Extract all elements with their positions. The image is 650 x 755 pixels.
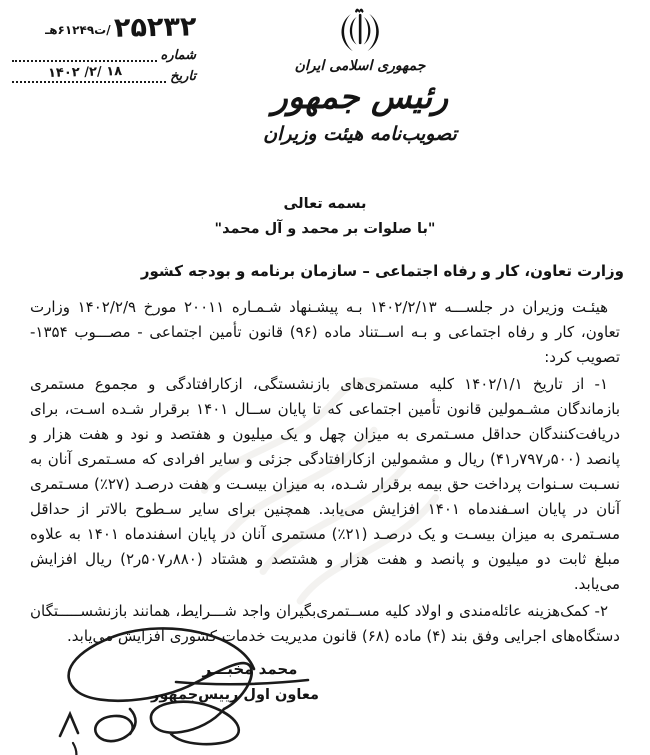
salawat-line: "با صلوات بر محمد و آل محمد": [214, 221, 436, 237]
date-dotted-line: [12, 64, 166, 83]
clause-1-paragraph: ۱- از تاریخ ۱۴۰۲/۱/۱ کلیه مستمری‌های بازنشستگی، ازکارافتادگی و مجموع مستمری بازماندگان مشـمولین قانون تأمین اجتماعی که تا پایان ســال ۱۴۰۱ برقرار شـده اسـت، برای دریافت‌کنندگان حداقل مسـتمری به میزان چهل و یک میلیون و هفتصد و نود و هفت هزار و پانصد (‭۴۱ر۷۹۷ر۵۰۰‬) ریال و مشمولین ازکارافتادگی جزئی و سایر افرادی که مسـتمری آنان به نسـبت سـنوات پرداخت حق بیمه برقرار شـده، به میزان بیسـت و هفت درصـد (۲۷٪) مسـتمری آنان در پایان اسـفندماه ۱۴۰۱ افزایش می‌یابد. همچنین برای سایر سـطوح بالاتر از حداقل مسـتمری به میزان بیسـت و یک درصـد (۲۱٪) مستمری آنان در پایان اسفندماه ۱۴۰۱ به علاوه مبلغ ثابت دو میلیون و پانصد و هفت هزار و هشتصد و هشتاد (‭۲ر۵۰۷ر۸۸۰‬) ریال افزایش می‌یابد.: [30, 375, 621, 593]
preamble-paragraph: هیئـت وزیران در جلســـه ۱۴۰۲/۲/۱۳ بـه پیشـنهاد شـمـاره ۲۰۰۱۱ مورخ ۱۴۰۲/۲/۹ وزارت تعاون، کار و رفاه اجتماعی و بـه اســتناد ماده (۹۶) قانون تأمین اجتماعی - مصـــوب ۱۳۵۴- تصویب کرد:: [30, 298, 620, 366]
document-type-title: تصویب‌نامه هیئت وزیران: [263, 122, 457, 145]
number-label: شماره: [160, 48, 196, 63]
office-title: رئیس جمهور: [271, 77, 449, 116]
reference-block: [12, 11, 197, 84]
country-name: جمهوری اسلامی ایران: [294, 58, 426, 74]
decree-body: [30, 295, 620, 651]
signer-title: معاون اول رییس‌جمهور: [150, 687, 320, 703]
bismillah-line: بسمه تعالی: [283, 196, 367, 212]
addressee-line: وزارت تعاون، کار و رفاه اجتماعی – سازمان برنامه و بودجه کشور: [140, 262, 624, 280]
number-dotted-line: [12, 48, 157, 62]
date-label: تاریخ: [170, 69, 196, 84]
clause-2-paragraph: ۲- کمک‌هزینه عائله‌مندی و اولاد کلیه مســتمری‌بگیران واجد شـــرایط، همانند بازنشســـــتگان دستگاه‌های اجرایی وفق بند (۴) ماده (۶۸) قانون مدیریت خدمات کشوری افزایش می‌یابد.: [30, 602, 620, 645]
signer-name: محمد مخبـــر: [202, 660, 298, 678]
handwritten-signature-icon: [18, 613, 363, 755]
signature-block: [18, 613, 363, 755]
date-value: ‭۱۴۰۲ /۲/ ۱۸‬: [47, 64, 123, 81]
decree-number-suffix: /ت۶۱۲۴۹هـ: [45, 22, 111, 37]
decree-number-main: ۲۵۲۳۲: [113, 11, 197, 44]
decree-number-stamp: [12, 11, 197, 44]
letterhead: [263, 3, 457, 145]
iran-national-emblem-icon: [332, 3, 388, 55]
invocation-block: [0, 192, 650, 242]
number-field: [12, 48, 196, 62]
date-field: [12, 64, 196, 84]
